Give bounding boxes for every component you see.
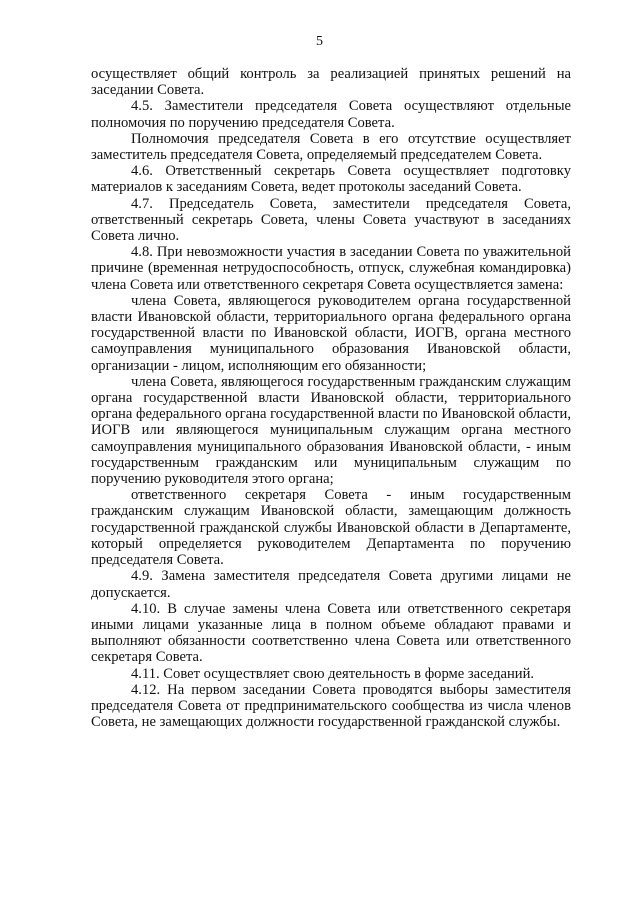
paragraph-deputy-powers: Полномочия председателя Совета в его отсутствие осуществляет заместитель председателя Совета, определяемый председателем Совета. <box>91 130 571 164</box>
paragraph-4-12: 4.12. На первом заседании Совета проводятся выборы заместителя председателя Совета от предпринимательского сообщества из числа членов Совета, не замещающих должности государственной гражданской службы. <box>91 681 571 731</box>
paragraph-4-9: 4.9. Замена заместителя председателя Совета другими лицами не допускается. <box>91 568 571 601</box>
paragraph-4-11: 4.11. Совет осуществляет свою деятельность в форме заседаний. <box>131 665 535 682</box>
paragraph-replacement-secretary: ответственного секретаря Совета - иным государственным гражданским служащим Ивановской области, замещающим должность государственной гражданской службы Ивановской области в Департаменте, который определяется руководителем Департамента по поручению председателя Совета. <box>91 487 571 569</box>
paragraph-continuation: осуществляет общий контроль за реализацией принятых решений на заседании Совета. <box>91 66 571 99</box>
paragraph-replacement-servant: члена Совета, являющегося государственным гражданским служащим органа государственной власти Ивановской области, территориального органа федерального органа государственной власти по Ивановской области, ИОГВ или являющегося муниципальным служащим органа местного самоуправления муниципального образования Ивановской области, - иным государственным гражданским или муниципальным служащим по поручению руководителя этого органа; <box>91 373 571 488</box>
paragraph-4-8: 4.8. При невозможности участия в заседании Совета по уважительной причине (временная нетрудоспособность, отпуск, служебная командировка) члена Совета или ответственного секретаря Совета осуществляется замена: <box>91 244 571 293</box>
document-body <box>91 66 571 730</box>
paragraph-replacement-head: члена Совета, являющегося руководителем органа государственной власти Ивановской области, территориального органа федерального органа государственной власти по Ивановской области, ИОГВ, органа местного самоуправления муниципального образования Ивановской области, организации - лицом, исполняющим его обязанности; <box>91 292 571 374</box>
paragraph-4-7: 4.7. Председатель Совета, заместители председателя Совета, ответственный секретарь Совета, члены Совета участвуют в заседаниях Совета лично. <box>91 195 571 245</box>
paragraph-4-10: 4.10. В случае замены члена Совета или ответственного секретаря иными лицами указанные лица в полном объеме обладают правами и выполняют обязанности соответственно члена Совета или ответственного секретаря Совета. <box>91 600 571 666</box>
paragraph-4-6: 4.6. Ответственный секретарь Совета осуществляет подготовку материалов к заседаниям Совета, ведет протоколы заседаний Совета. <box>91 163 571 196</box>
paragraph-4-5: 4.5. Заместители председателя Совета осуществляют отдельные полномочия по поручению председателя Совета. <box>91 98 571 131</box>
page-number: 5 <box>316 34 323 49</box>
